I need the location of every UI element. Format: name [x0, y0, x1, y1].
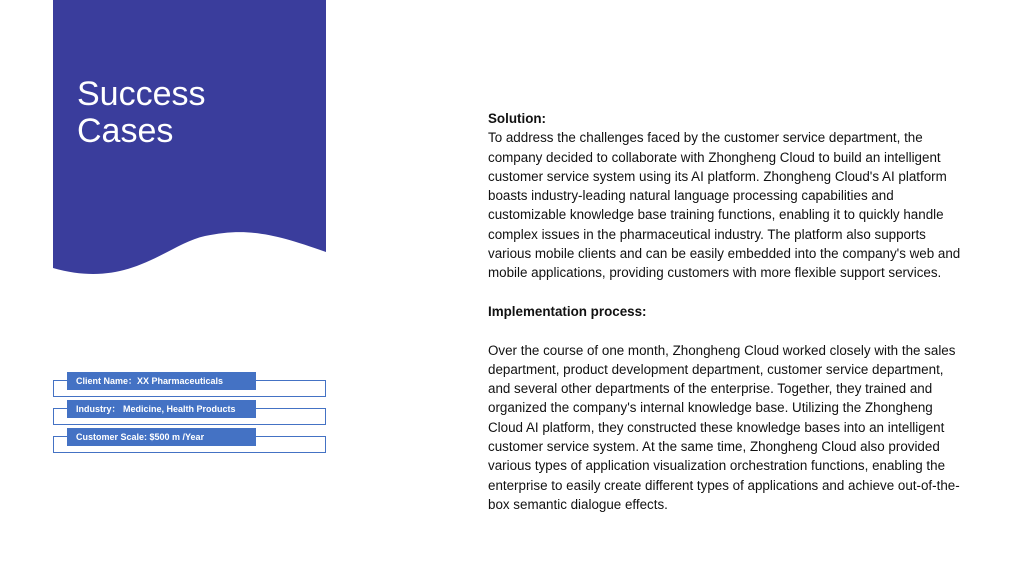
implementation-text: Over the course of one month, Zhongheng Cloud worked closely with the sales department, product development department, customer service department, and several other departments of the enterprise. Together, they trained and organized the company's internal knowledge base. Utilizing the Zhongheng Cloud AI platform, they constructed these knowledge bases into an intelligent customer service system. At the same time, Zhongheng Cloud also provided various types of application visualization orchestration functions, enabling the enterprise to easily create different types of applications and achieve out-of-the-box semantic dialogue effects.	[488, 342, 960, 512]
implementation-heading: Implementation process:	[488, 303, 647, 319]
customer-scale-label: Customer Scale: $500 m /Year	[67, 428, 256, 446]
customer-scale-row	[53, 428, 326, 445]
paragraph-spacer	[488, 283, 964, 302]
industry-label: Industry： Medicine, Health Products	[67, 400, 256, 418]
solution-heading: Solution:	[488, 111, 547, 126]
page-title: Success Cases	[77, 75, 206, 150]
client-name-row	[53, 372, 326, 389]
client-name-label: Client Name：XX Pharmaceuticals	[67, 372, 256, 390]
solution-text: To address the challenges faced by the customer service department, the company decided to collaborate with Zhongheng Cloud to build an intelligent customer service system using its AI platform. Zhongheng Cloud's AI platform boasts industry-leading natural language processing capabilities and customizable knowledge base training functions, enabling it to quickly handle complex issues in the pharmaceutical industry. The platform also supports various mobile clients and can be easily embedded into the company's web and mobile applications, providing customers with more flexible support services.	[488, 130, 961, 281]
industry-row	[53, 400, 326, 417]
paragraph-spacer	[488, 321, 964, 340]
case-description	[488, 109, 964, 514]
